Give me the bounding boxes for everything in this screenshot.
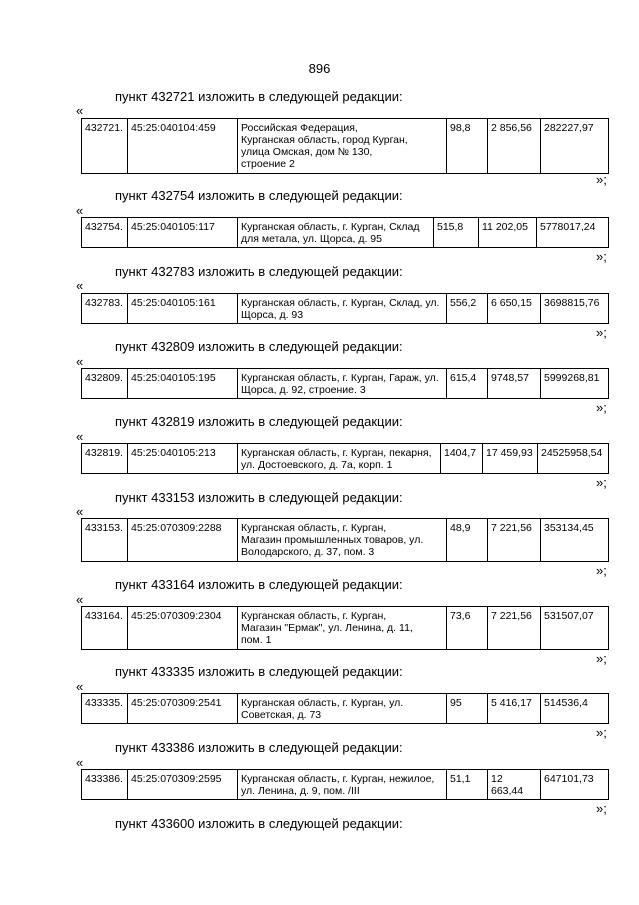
cell-rate: 7 221,56: [488, 519, 541, 562]
cell-value: 514536,4: [541, 694, 609, 724]
cell-rate: 12 663,44: [488, 770, 541, 800]
table-row: [82, 770, 609, 800]
intro-text: пункт 433164 изложить в следующей редакции:: [115, 577, 403, 592]
cell-number: 433386.: [82, 770, 128, 800]
cell-address: Курганская область, г. Курган, Магазин промышленных товаров, ул. Володарского, д. 37, пом. 3: [238, 519, 447, 562]
close-quote: »;: [596, 725, 607, 740]
cell-number: 432809.: [82, 369, 128, 399]
cell-value: 353134,45: [541, 519, 609, 562]
close-quote: »;: [596, 563, 607, 578]
cell-value: 647101,73: [541, 770, 609, 800]
cell-cadastral: 45:25:070309:2541: [128, 694, 238, 724]
cell-area: 73,6: [447, 607, 488, 650]
cell-address: Курганская область, г. Курган, Склад, ул. Щорса, д. 93: [238, 294, 447, 324]
cell-address: Курганская область, г. Курган, пекарня, ул. Достоевского, д. 7а, корп. 1: [238, 444, 441, 474]
entry-table: [81, 769, 609, 800]
entry-table: [81, 118, 609, 174]
close-quote: »;: [596, 249, 607, 264]
cell-rate: 6 650,15: [488, 294, 541, 324]
cell-value: 5999268,81: [541, 369, 609, 399]
page-number: 896: [308, 61, 331, 76]
table-row: [82, 694, 609, 724]
cell-address: Курганская область, г. Курган, ул. Советская, д. 73: [238, 694, 447, 724]
cell-area: 515,8: [434, 218, 479, 248]
open-quote: «: [76, 504, 84, 519]
cell-area: 615,4: [447, 369, 488, 399]
cell-value: 3698815,76: [541, 294, 609, 324]
intro-text: пункт 432819 изложить в следующей редакции:: [115, 414, 403, 429]
cell-cadastral: 45:25:040105:117: [128, 218, 238, 248]
intro-text: пункт 432809 изложить в следующей редакции:: [115, 339, 403, 354]
final-intro-text: пункт 433600 изложить в следующей редакции:: [115, 816, 403, 831]
cell-address: Курганская область, г. Курган, Гараж, ул. Щорса, д. 92, строение. 3: [238, 369, 447, 399]
open-quote: «: [76, 354, 84, 369]
close-quote: »;: [596, 801, 607, 816]
open-quote: «: [76, 103, 84, 118]
cell-cadastral: 45:25:040105:195: [128, 369, 238, 399]
cell-address: Курганская область, г. Курган, нежилое, ул. Ленина, д. 9, пом. /III: [238, 770, 447, 800]
cell-address: Курганская область, г. Курган, Магазин "Ермак", ул. Ленина, д. 11, пом. 1: [238, 607, 447, 650]
table-row: [82, 607, 609, 650]
cell-number: 432819.: [82, 444, 128, 474]
cell-number: 433335.: [82, 694, 128, 724]
close-quote: »;: [596, 325, 607, 340]
cell-rate: 11 202,05: [479, 218, 537, 248]
close-quote: »;: [596, 172, 607, 187]
cell-value: 5778017,24: [537, 218, 609, 248]
cell-rate: 17 459,93: [483, 444, 538, 474]
close-quote: »;: [596, 400, 607, 415]
cell-cadastral: 45:25:070309:2304: [128, 607, 238, 650]
cell-number: 433164.: [82, 607, 128, 650]
cell-area: 556,2: [447, 294, 488, 324]
cell-rate: 9748,57: [488, 369, 541, 399]
close-quote: »;: [596, 475, 607, 490]
cell-address: Курганская область, г. Курган, Склад для метала, ул. Щорса, д. 95: [238, 218, 434, 248]
cell-number: 432783.: [82, 294, 128, 324]
cell-value: 531507,07: [541, 607, 609, 650]
open-quote: «: [76, 755, 84, 770]
intro-text: пункт 432754 изложить в следующей редакции:: [115, 188, 403, 203]
open-quote: «: [76, 203, 84, 218]
close-quote: »;: [596, 651, 607, 666]
cell-value: 24525958,54: [538, 444, 609, 474]
entry-table: [81, 217, 609, 248]
cell-cadastral: 45:25:040105:161: [128, 294, 238, 324]
cell-cadastral: 45:25:040104:459: [128, 119, 238, 174]
cell-address: Российская Федерация, Курганская область, город Курган, улица Омская, дом № 130, строение 2: [238, 119, 447, 174]
cell-number: 432754.: [82, 218, 128, 248]
table-row: [82, 519, 609, 562]
table-row: [82, 218, 609, 248]
intro-text: пункт 433386 изложить в следующей редакции:: [115, 740, 403, 755]
open-quote: «: [76, 278, 84, 293]
cell-number: 432721.: [82, 119, 128, 174]
table-row: [82, 444, 609, 474]
entry-table: [81, 368, 609, 399]
cell-rate: 7 221,56: [488, 607, 541, 650]
cell-cadastral: 45:25:070309:2595: [128, 770, 238, 800]
entry-table: [81, 606, 609, 650]
cell-area: 1404,7: [441, 444, 483, 474]
cell-cadastral: 45:25:070309:2288: [128, 519, 238, 562]
entry-table: [81, 518, 609, 562]
table-row: [82, 119, 609, 174]
cell-area: 98,8: [447, 119, 488, 174]
intro-text: пункт 433153 изложить в следующей редакции:: [115, 490, 403, 505]
cell-value: 282227,97: [541, 119, 609, 174]
cell-rate: 2 856,56: [488, 119, 541, 174]
entry-table: [81, 293, 609, 324]
intro-text: пункт 432721 изложить в следующей редакции:: [115, 89, 403, 104]
entry-table: [81, 693, 609, 724]
cell-number: 433153.: [82, 519, 128, 562]
table-row: [82, 294, 609, 324]
open-quote: «: [76, 592, 84, 607]
cell-area: 95: [447, 694, 488, 724]
intro-text: пункт 433335 изложить в следующей редакции:: [115, 664, 403, 679]
intro-text: пункт 432783 изложить в следующей редакции:: [115, 264, 403, 279]
open-quote: «: [76, 429, 84, 444]
cell-area: 48,9: [447, 519, 488, 562]
open-quote: «: [76, 679, 84, 694]
cell-rate: 5 416,17: [488, 694, 541, 724]
cell-area: 51,1: [447, 770, 488, 800]
cell-cadastral: 45:25:040105:213: [128, 444, 238, 474]
entry-table: [81, 443, 609, 474]
table-row: [82, 369, 609, 399]
